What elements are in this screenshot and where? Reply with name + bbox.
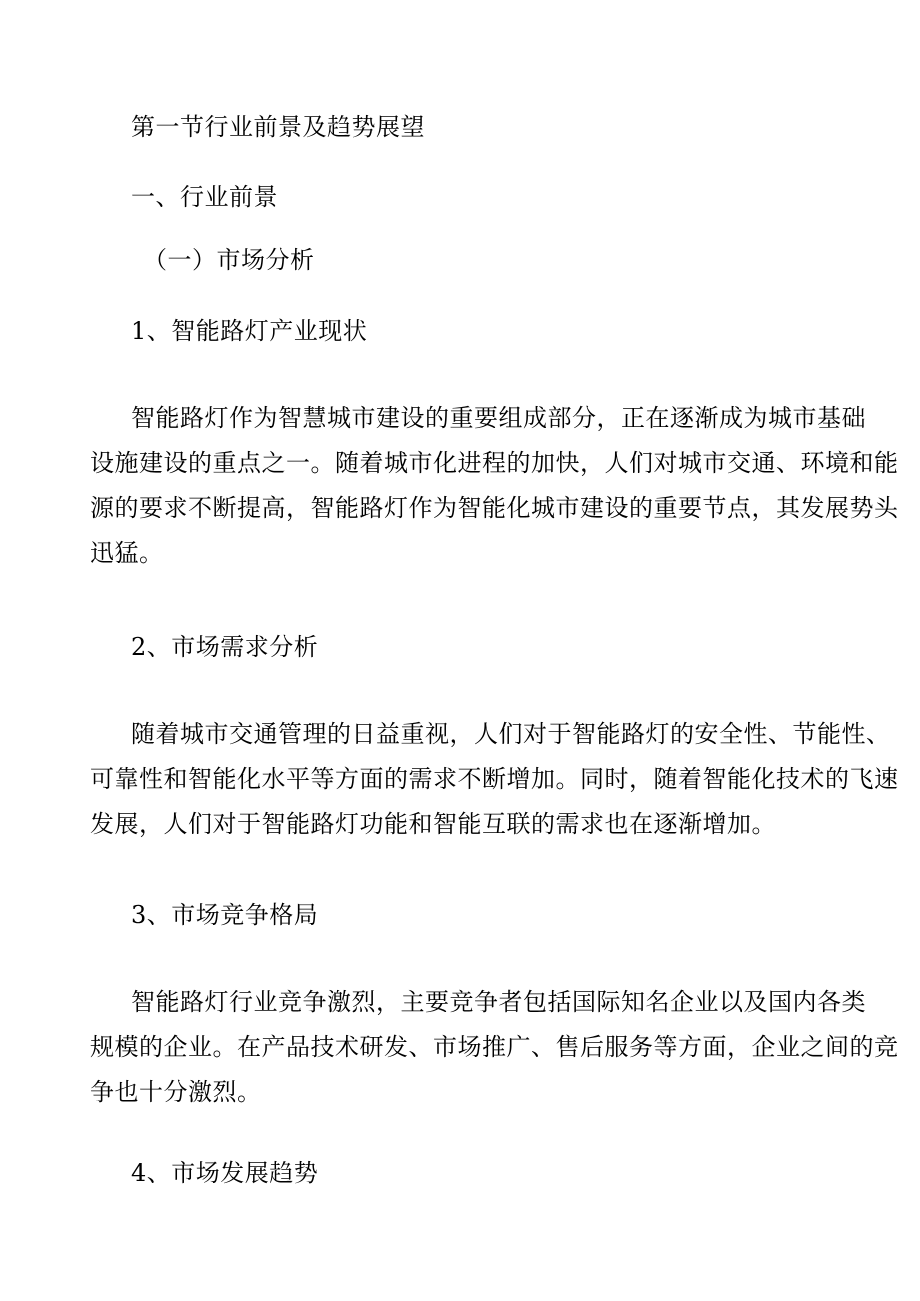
item-2-title: 2、市场需求分析	[131, 633, 319, 661]
item-1-line: 源的要求不断提高，智能路灯作为智能化城市建设的重要节点，其发展势头	[90, 494, 899, 522]
section-title: 第一节行业前景及趋势展望	[131, 113, 425, 141]
item-1-line: 设施建设的重点之一。随着城市化进程的加快，人们对城市交通、环境和能	[90, 449, 899, 477]
item-2-line: 随着城市交通管理的日益重视，人们对于智能路灯的安全性、节能性、	[131, 720, 891, 748]
item-2-line: 发展，人们对于智能路灯功能和智能互联的需求也在逐渐增加。	[90, 810, 776, 838]
item-1-paragraph	[90, 396, 899, 576]
item-1-line: 智能路灯作为智慧城市建设的重要组成部分，正在逐渐成为城市基础	[131, 404, 866, 432]
item-3-line: 争也十分激烈。	[90, 1078, 262, 1106]
item-2-paragraph	[90, 712, 899, 847]
item-4-title: 4、市场发展趋势	[131, 1159, 319, 1187]
item-3-line: 智能路灯行业竞争激烈，主要竞争者包括国际知名企业以及国内各类	[131, 988, 866, 1016]
item-1-line: 迅猛。	[90, 539, 164, 567]
item-3-title: 3、市场竞争格局	[131, 901, 319, 929]
heading-market-analysis: （一）市场分析	[143, 246, 315, 274]
item-3-line: 规模的企业。在产品技术研发、市场推广、售后服务等方面，企业之间的竞	[90, 1033, 899, 1061]
item-1-title: 1、智能路灯产业现状	[131, 317, 368, 345]
item-3-paragraph	[90, 980, 899, 1115]
heading-industry-outlook: 一、行业前景	[131, 183, 278, 211]
item-2-line: 可靠性和智能化水平等方面的需求不断增加。同时，随着智能化技术的飞速	[90, 765, 899, 793]
